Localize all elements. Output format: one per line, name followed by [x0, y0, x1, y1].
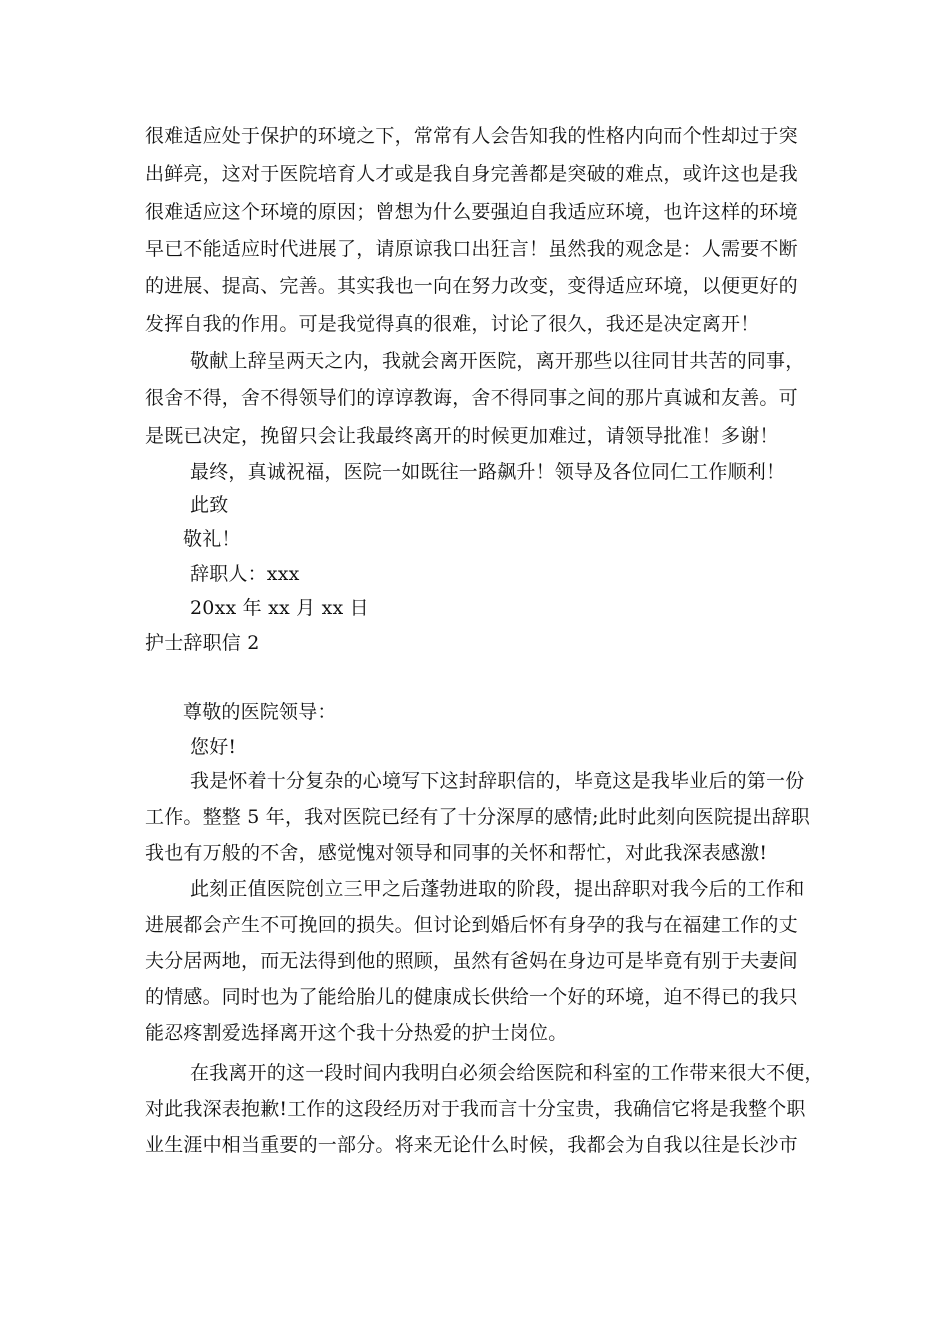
paragraph-line: 对此我深表抱歉!工作的这段经历对于我而言十分宝贵，我确信它将是我整个职 [145, 1098, 806, 1120]
paragraph-line: 工作。整整 5 年，我对医院已经有了十分深厚的感情;此时此刻向医院提出辞职 [145, 806, 810, 828]
paragraph-line: 很舍不得，舍不得领导们的谆谆教诲，舍不得同事之间的那片真诚和友善。可 [145, 387, 798, 409]
section-title: 护士辞职信 2 [145, 632, 260, 654]
closing-line: 此致 [190, 494, 229, 516]
paragraph-line: 进展都会产生不可挽回的损失。但讨论到婚后怀有身孕的我与在福建工作的丈 [145, 914, 798, 936]
paragraph-line: 早已不能适应时代进展了，请原谅我口出狂言！虽然我的观念是：人需要不断 [145, 238, 798, 260]
greeting: 您好! [190, 736, 237, 758]
paragraph-line: 很难适应这个环境的原因；曾想为什么要强迫自我适应环境，也许这样的环境 [145, 201, 798, 223]
date-line: 20xx 年 xx 月 xx 日 [190, 597, 369, 619]
paragraph-line: 我也有万般的不舍，感觉愧对领导和同事的关怀和帮忙，对此我深表感激! [145, 842, 768, 864]
salutation: 尊敬的医院领导： [183, 701, 337, 723]
paragraph-line: 能忍疼割爱选择离开这个我十分热爱的护士岗位。 [145, 1022, 568, 1044]
paragraph-line: 在我离开的这一段时间内我明白必须会给医院和科室的工作带来很大不便， [190, 1062, 824, 1084]
paragraph-line: 的情感。同时也为了能给胎儿的健康成长供给一个好的环境，迫不得已的我只 [145, 986, 798, 1008]
paragraph-line: 夫分居两地，而无法得到他的照顾，虽然有爸妈在身边可是毕竟有别于夫妻间 [145, 950, 798, 972]
paragraph-line: 的进展、提高、完善。其实我也一向在努力改变，变得适应环境，以便更好的 [145, 275, 798, 297]
paragraph-line: 业生涯中相当重要的一部分。将来无论什么时候，我都会为自我以往是长沙市 [145, 1134, 798, 1156]
paragraph-line: 是既已决定，挽留只会让我最终离开的时候更加难过，请领导批准！多谢！ [145, 425, 779, 447]
paragraph-line: 此刻正值医院创立三甲之后蓬勃进取的阶段，提出辞职对我今后的工作和 [190, 878, 805, 900]
paragraph-line: 最终，真诚祝福，医院一如既往一路飙升！领导及各位同仁工作顺利！ [190, 461, 786, 483]
closing-salute: 敬礼！ [183, 528, 241, 550]
paragraph-line: 我是怀着十分复杂的心境写下这封辞职信的，毕竟这是我毕业后的第一份 [190, 770, 805, 792]
paragraph-line: 发挥自我的作用。可是我觉得真的很难，讨论了很久，我还是决定离开！ [145, 313, 760, 335]
paragraph-line: 出鲜亮，这对于医院培育人才或是我自身完善都是突破的难点，或许这也是我 [145, 163, 798, 185]
signer-line: 辞职人：xxx [190, 563, 300, 585]
paragraph-line: 敬献上辞呈两天之内，我就会离开医院，离开那些以往同甘共苦的同事， [190, 350, 805, 372]
paragraph-line: 很难适应处于保护的环境之下，常常有人会告知我的性格内向而个性却过于突 [145, 125, 798, 147]
